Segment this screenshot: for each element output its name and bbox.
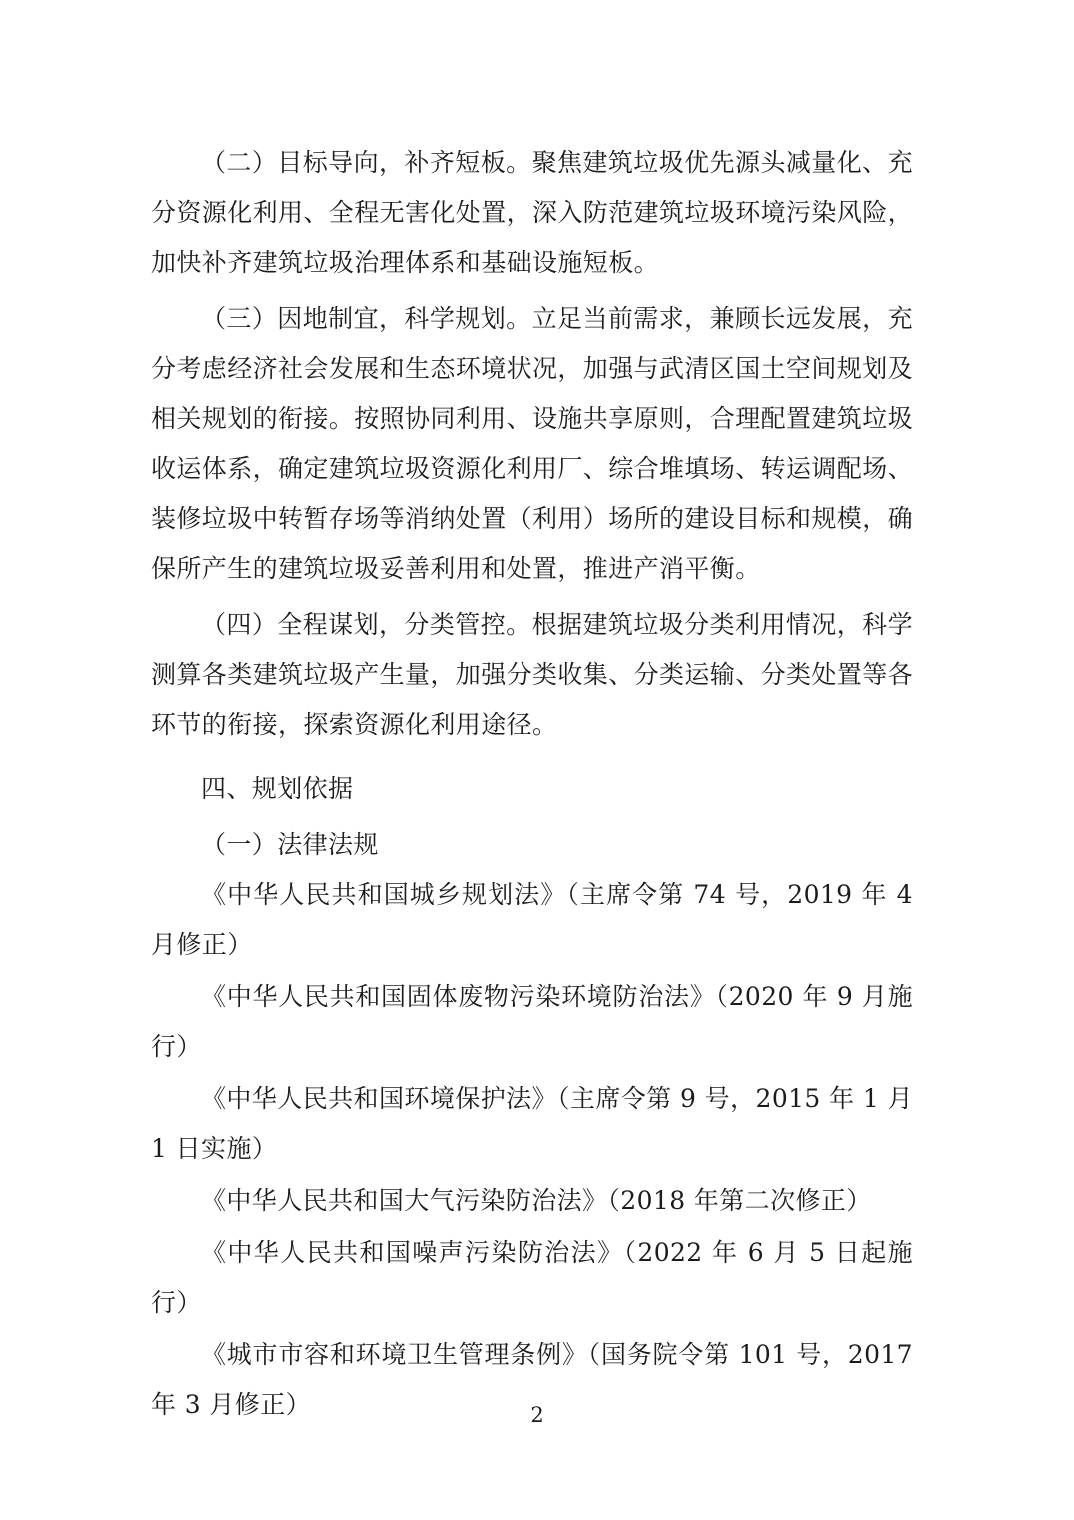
- page-number: 2: [530, 1403, 544, 1427]
- law-item-noise-pollution-law: 《中华人民共和国噪声污染防治法》（2022 年 6 月 5 日起施行）: [151, 1238, 913, 1317]
- law-item-solid-waste-pollution-law: 《中华人民共和国固体废物污染环境防治法》（2020 年 9 月施行）: [151, 982, 913, 1061]
- law-item-air-pollution-law: 《中华人民共和国大气污染防治法》（2018 年第二次修正）: [201, 1186, 872, 1215]
- law-item-city-appearance-sanitation-regulation: 《城市市容和环境卫生管理条例》（国务院令第 101 号，2017 年 3 月修正）: [151, 1340, 913, 1419]
- page-footer: [0, 1400, 1074, 1430]
- law-item-environmental-protection-law: 《中华人民共和国环境保护法》（主席令第 9 号，2015 年 1 月 1 日实施）: [151, 1084, 913, 1163]
- paragraph-principle-2: （二）目标导向，补齐短板。聚焦建筑垃圾优先源头减量化、充分资源化利用、全程无害化处置，深入防范建筑垃圾环境污染风险，加快补齐建筑垃圾治理体系和基础设施短板。: [151, 148, 914, 277]
- law-item-urban-rural-planning-law: 《中华人民共和国城乡规划法》（主席令第 74 号，2019 年 4 月修正）: [151, 880, 913, 959]
- document-content: [151, 138, 913, 1432]
- subsection-heading-laws: （一）法律法规: [201, 830, 379, 859]
- section-heading-planning-basis: 四、规划依据: [201, 774, 354, 803]
- paragraph-principle-3: （三）因地制宜，科学规划。立足当前需求，兼顾长远发展，充分考虑经济社会发展和生态环境状况，加强与武清区国土空间规划及相关规划的衔接。按照协同利用、设施共享原则，合理配置建筑垃圾收运体系，确定建筑垃圾资源化利用厂、综合堆填场、转运调配场、装修垃圾中转暂存场等消纳处置（利用）场所的建设目标和规模，确保所产生的建筑垃圾妥善利用和处置，推进产消平衡。: [151, 304, 914, 583]
- paragraph-principle-4: （四）全程谋划，分类管控。根据建筑垃圾分类利用情况，科学测算各类建筑垃圾产生量，加强分类收集、分类运输、分类处置等各环节的衔接，探索资源化利用途径。: [151, 610, 914, 739]
